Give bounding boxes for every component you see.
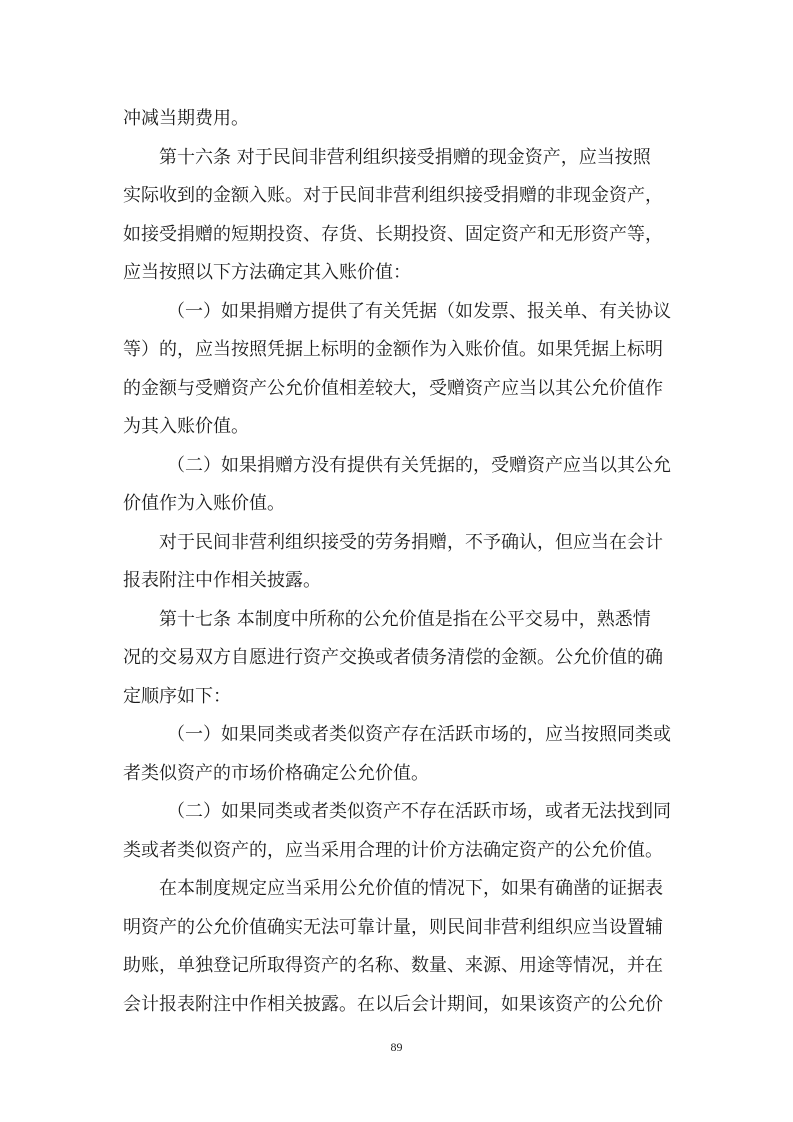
clause-2-line: （二）如果捐赠方没有提供有关凭据的，受赠资产应当以其公允 <box>167 454 671 476</box>
text-line: 实际收到的金额入账。对于民间非营利组织接受捐赠的非现金资产， <box>123 185 663 206</box>
text-line: 应当按照以下方法确定其入账价值： <box>123 262 411 283</box>
clause-2-line: （二）如果同类或者类似资产不存在活跃市场，或者无法找到同 <box>167 801 671 822</box>
text-line: 为其入账价值。 <box>123 416 249 437</box>
text-line: 价值作为入账价值。 <box>123 493 285 514</box>
body-text <box>123 100 676 1024</box>
clause-1-line: （一）如果捐赠方提供了有关凭据（如发票、报关单、有关协议 <box>167 300 671 322</box>
text-line: 报表附注中作相关披露。 <box>123 570 321 591</box>
text-line: 类或者类似资产的，应当采用合理的计价方法确定资产的公允价值。 <box>123 839 663 861</box>
article-16-heading-line: 第十六条 对于民间非营利组织接受捐赠的现金资产，应当按照 <box>159 146 651 168</box>
text-line: 会计报表附注中作相关披露。在以后会计期间，如果该资产的公允价 <box>123 993 663 1015</box>
paragraph-start-line: 在本制度规定应当采用公允价值的情况下，如果有确凿的证据表 <box>159 878 663 899</box>
text-line: 等）的，应当按照凭据上标明的金额作为入账价值。如果凭据上标明 <box>123 339 663 360</box>
text-line: 定顺序如下： <box>123 685 231 707</box>
text-line: 助账，单独登记所取得资产的名称、数量、来源、用途等情况，并在 <box>123 955 663 976</box>
text-line: 者类似资产的市场价格确定公允价值。 <box>123 762 429 784</box>
text-line: 如接受捐赠的短期投资、存货、长期投资、固定资产和无形资产等， <box>123 223 663 245</box>
clause-1-line: （一）如果同类或者类似资产存在活跃市场的，应当按照同类或 <box>167 724 671 745</box>
article-17-heading-line: 第十七条 本制度中所称的公允价值是指在公平交易中，熟悉情 <box>159 608 651 630</box>
page-number: 89 <box>390 1040 403 1054</box>
text-line: 明资产的公允价值确实无法可靠计量，则民间非营利组织应当设置辅 <box>123 916 663 938</box>
text-line: 况的交易双方自愿进行资产交换或者债务清偿的金额。公允价值的确 <box>123 647 663 668</box>
paragraph-start-line: 对于民间非营利组织接受的劳务捐赠，不予确认，但应当在会计 <box>159 531 663 553</box>
text-line: 冲减当期费用。 <box>123 108 249 129</box>
text-line: 的金额与受赠资产公允价值相差较大，受赠资产应当以其公允价值作 <box>123 377 663 399</box>
